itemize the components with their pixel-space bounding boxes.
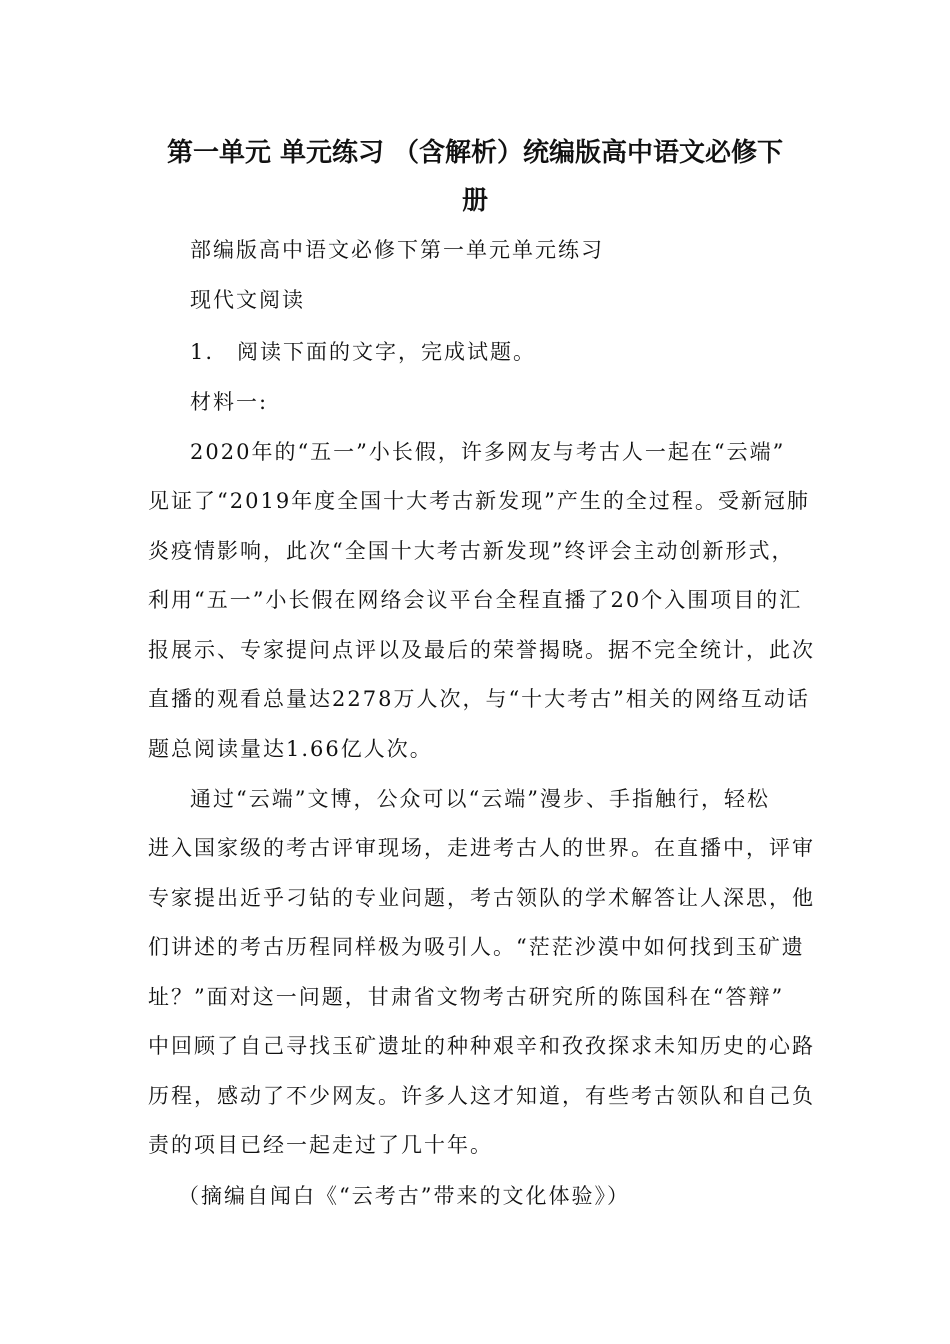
document-subtitle: 部编版高中语文必修下第一单元单元练习 [190,238,604,262]
source-citation: （摘编自闻白《“云考古”带来的文化体验》） [178,1184,630,1208]
paragraph-2-line: 责的项目已经一起走过了几十年。 [148,1133,493,1157]
paragraph-2-line: 专家提出近乎刁钻的专业问题，考古领队的学术解答让人深思，他 [148,886,815,910]
paragraph-2-line: 历程，感动了不少网友。许多人这才知道，有些考古领队和自己负 [148,1084,815,1108]
material-label: 材料一: [190,390,269,414]
paragraph-2-line: 址？”面对这一问题，甘肃省文物考古研究所的陈国科在“答辩” [148,985,785,1009]
paragraph-1-line: 2020年的“五一”小长假，许多网友与考古人一起在“云端” [190,440,786,464]
paragraph-1-line: 炎疫情影响，此次“全国十大考古新发现”终评会主动创新形式， [148,539,795,563]
paragraph-2-line: 进入国家级的考古评审现场，走进考古人的世界。在直播中，评审 [148,836,815,860]
section-heading: 现代文阅读 [190,288,305,312]
document-title-line-2: 册 [461,186,488,216]
paragraph-1-line: 直播的观看总量达2278万人次，与“十大考古”相关的网络互动话 [148,687,810,711]
paragraph-2-line: 们讲述的考古历程同样极为吸引人。“茫茫沙漠中如何找到玉矿遗 [148,935,805,959]
paragraph-1-line: 利用“五一”小长假在网络会议平台全程直播了20个入围项目的汇 [148,588,803,612]
paragraph-2-line: 中回顾了自己寻找玉矿遗址的种种艰辛和孜孜探求未知历史的心路 [148,1034,815,1058]
paragraph-1-line: 报展示、专家提问点评以及最后的荣誉揭晓。据不完全统计，此次 [148,638,815,662]
question-prompt: 1. 阅读下面的文字，完成试题。 [190,340,537,364]
paragraph-1-line: 见证了“2019年度全国十大考古新发现”产生的全过程。受新冠肺 [148,489,810,513]
document-title-line-1: 第一单元 单元练习 （含解析）统编版高中语文必修下 [166,138,784,168]
paragraph-1-line: 题总阅读量达1.66亿人次。 [148,737,433,761]
paragraph-2-line: 通过“云端”文博，公众可以“云端”漫步、手指触行，轻松 [190,787,770,811]
